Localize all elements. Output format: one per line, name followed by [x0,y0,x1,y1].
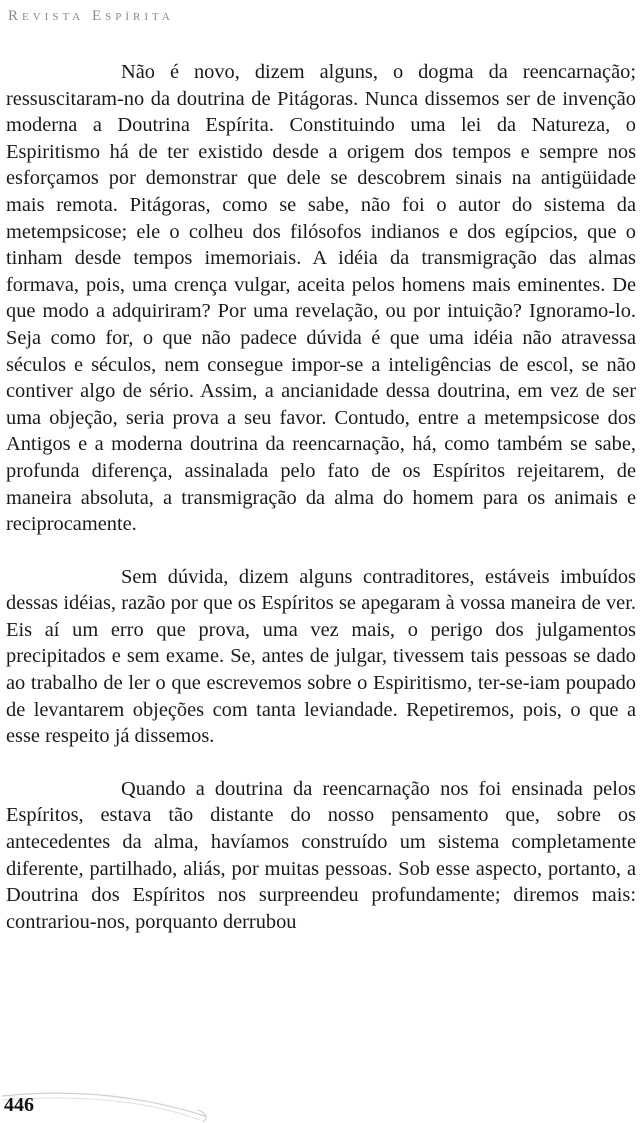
running-header: Revista Espírita [8,8,174,24]
paragraph: Quando a doutrina da reencarnação nos foi ensinada pelos Espíritos, estava tão distante do nosso pensamento que, sobre os antecedentes da alma, havíamos construído um sistema completamente diferente, partilhado, aliás, por muitas pessoas. Sob esse aspecto, portanto, a Doutrina dos Espíritos nos surpreendeu profundamente; diremos mais: contrariou-nos, porquanto derrubou [6,777,636,933]
paragraph: Não é novo, dizem alguns, o dogma da reencarnação; ressuscitaram-no da doutrina de Pitágoras. Nunca dissemos ser de invenção moderna a Doutrina Espírita. Constituindo uma lei da Natureza, o Espiritismo há de ter existido desde a origem dos tempos e sempre nos esforçamos por demonstrar que dele se descobrem sinais na antigüidade mais remota. Pitágoras, como se sabe, não foi o autor do sistema da metempsicose; ele o colheu dos filósofos indianos e dos egípcios, que o tinham desde tempos imemoriais. A idéia da transmigração das almas formava, pois, uma crença vulgar, aceita pelos homens mais eminentes. De que modo a adquiriram? Por uma revelação, ou por intuição? Ignoramo-lo. Seja como for, o que não padece dúvida é que uma idéia não atravessa séculos e séculos, nem consegue impor-se a inteligências de escol, se não contiver algo de sério. Assim, a ancianidade dessa doutrina, em vez de ser uma objeção, seria prova a seu favor. Contudo, entre a metempsicose dos Antigos e a moderna doutrina da reencarnação, há, como também se sabe, profunda diferença, assinalada pelo fato de os Espíritos rejeitarem, de maneira absoluta, a transmigração da alma do homem para os animais e reciprocamente. [6,61,636,536]
paragraph: Sem dúvida, dizem alguns contraditores, estáveis imbuídos dessas idéias, razão por que os Espíritos se apegaram à vossa maneira de ver. Eis aí um erro que prova, uma vez mais, o perigo dos julgamentos precipitados e sem exame. Se, antes de julgar, tivessem tais pessoas se dado ao trabalho de ler o que escrevemos sobre o Espiritismo, ter-se-iam poupado de levantarem objeções com tanta leviandade. Repetiremos, pois, o que a esse respeito já dissemos. [6,565,636,748]
footer-swoosh-ornament [0,1086,240,1123]
article-body [6,59,636,935]
page-number: 446 [4,1094,34,1116]
